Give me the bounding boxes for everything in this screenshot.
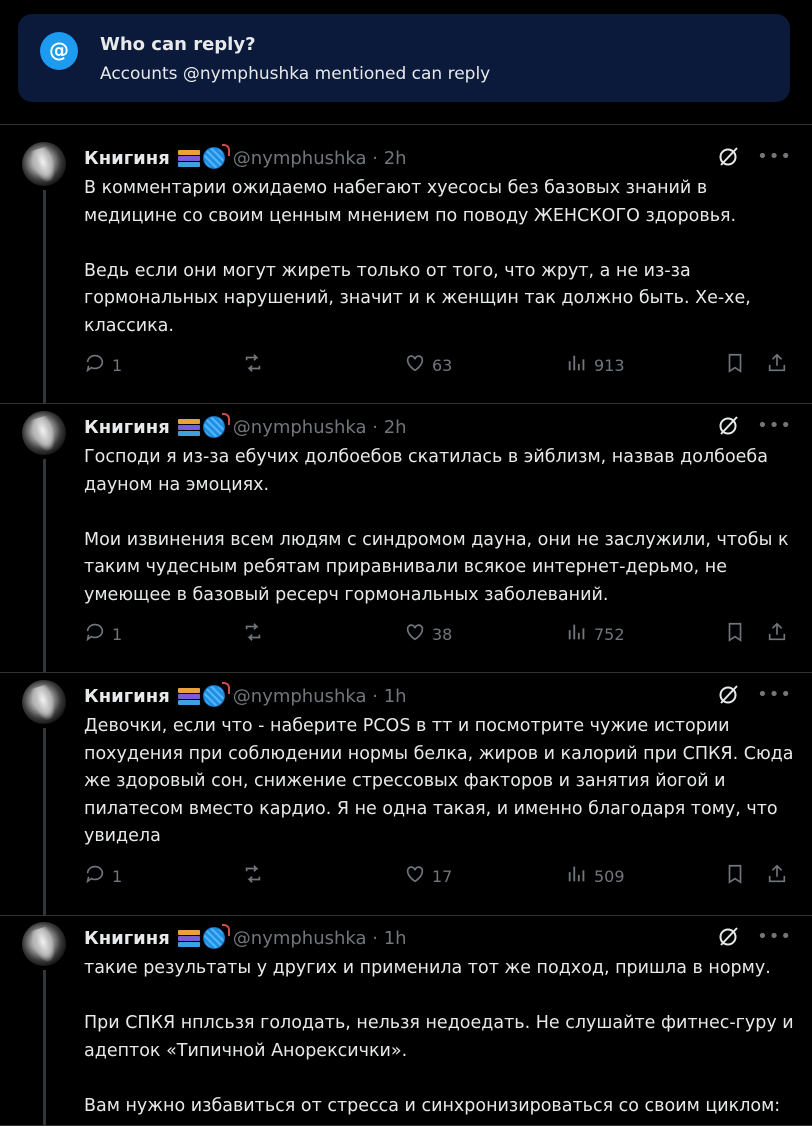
- views-button[interactable]: [566, 621, 625, 647]
- reply-icon: [84, 352, 112, 378]
- post-header: [84, 926, 407, 950]
- share-button[interactable]: [766, 621, 788, 647]
- post-paragraph: Господи я из-за ебучих долбоебов скатилась в эйблизм, назвав долбоеба дауном на эмоциях.: [84, 447, 768, 495]
- thread-line: [43, 459, 46, 673]
- bookmark-icon: [724, 621, 746, 647]
- reply-count: 1: [112, 355, 123, 375]
- handle-and-time[interactable]: @nymphushka · 2h: [232, 416, 407, 438]
- yarn-emoji-icon: [203, 416, 225, 438]
- books-emoji-icon: [177, 686, 201, 706]
- books-emoji-icon: [177, 417, 201, 437]
- share-button[interactable]: [766, 863, 788, 889]
- post-top-actions: [717, 682, 792, 706]
- repost-icon: [242, 352, 270, 378]
- heart-icon: [404, 621, 432, 647]
- post-text: [84, 444, 794, 609]
- like-count: 38: [432, 624, 453, 644]
- handle-and-time[interactable]: @nymphushka · 2h: [232, 147, 407, 169]
- banner-title: Who can reply?: [100, 34, 256, 55]
- handle-and-time[interactable]: @nymphushka · 1h: [232, 927, 407, 949]
- post-top-actions: [717, 924, 792, 948]
- author-name[interactable]: Книгиня: [84, 147, 170, 169]
- heart-icon: [404, 863, 432, 889]
- reply-count: 1: [112, 866, 123, 886]
- author-name[interactable]: Книгиня: [84, 927, 170, 949]
- who-can-reply-banner: [18, 14, 790, 102]
- action-bar: [84, 352, 794, 376]
- avatar[interactable]: [22, 922, 66, 966]
- post-divider: [0, 672, 812, 673]
- repost-button[interactable]: [242, 621, 270, 647]
- post-paragraph: Девочки, если что - наберите PCOS в тт и посмотрите чужие истории похудения при соблюдении нормы белка, жиров и калорий при СПКЯ. Сюда же здоровый сон, снижение стрессовых факторов и занятия йогой и пилатесом вместо кардио. Я не одна такая, и именно благодаря тому, что увидела: [84, 716, 794, 846]
- more-dots-icon[interactable]: •••: [757, 145, 792, 167]
- post[interactable]: [0, 411, 812, 673]
- books-emoji-icon: [177, 148, 201, 168]
- post[interactable]: [0, 922, 812, 1126]
- post-header: [84, 415, 407, 439]
- views-chart-icon: [566, 621, 594, 647]
- bookmark-icon: [724, 352, 746, 378]
- reply-button[interactable]: [84, 621, 122, 647]
- views-count: 913: [594, 355, 625, 375]
- reply-button[interactable]: [84, 863, 122, 889]
- share-button[interactable]: [766, 352, 788, 378]
- post-divider: [0, 403, 812, 404]
- reply-button[interactable]: [84, 352, 122, 378]
- grok-slash-icon[interactable]: [717, 413, 741, 437]
- like-button[interactable]: [404, 352, 452, 378]
- avatar[interactable]: [22, 411, 66, 455]
- views-button[interactable]: [566, 352, 625, 378]
- repost-icon: [242, 863, 270, 889]
- grok-slash-icon[interactable]: [717, 682, 741, 706]
- reply-icon: [84, 621, 112, 647]
- repost-button[interactable]: [242, 352, 270, 378]
- post-paragraph: Ведь если они могут жиреть только от того, что жрут, а не из-за гормональных нарушений, значит и к женщин так должно быть. Хе-хе, классика.: [84, 260, 751, 336]
- post-header: [84, 146, 407, 170]
- post-top-actions: [717, 144, 792, 168]
- post-divider: [0, 915, 812, 916]
- post-paragraph: В комментарии ожидаемо набегают хуесосы без базовых знаний в медицине со своим ценным мнением по поводу ЖЕНСКОГО здоровья.: [84, 178, 737, 226]
- more-dots-icon[interactable]: •••: [757, 414, 792, 436]
- more-dots-icon[interactable]: •••: [757, 683, 792, 705]
- post-paragraph: такие результаты у других и применила тот же подход, пришла в норму.: [84, 958, 771, 978]
- repost-button[interactable]: [242, 863, 270, 889]
- thread-line: [43, 970, 46, 1126]
- bookmark-icon: [724, 863, 746, 889]
- avatar[interactable]: [22, 680, 66, 724]
- reply-count: 1: [112, 624, 123, 644]
- divider: [0, 124, 812, 125]
- share-icon: [766, 352, 788, 378]
- bookmark-button[interactable]: [724, 863, 746, 889]
- reply-icon: [84, 863, 112, 889]
- books-emoji-icon: [177, 928, 201, 948]
- heart-icon: [404, 352, 432, 378]
- author-name[interactable]: Книгиня: [84, 685, 170, 707]
- thread-line: [43, 190, 46, 404]
- views-chart-icon: [566, 863, 594, 889]
- grok-slash-icon[interactable]: [717, 924, 741, 948]
- like-count: 63: [432, 355, 453, 375]
- handle-and-time[interactable]: @nymphushka · 1h: [232, 685, 407, 707]
- share-icon: [766, 621, 788, 647]
- bookmark-button[interactable]: [724, 352, 746, 378]
- post-top-actions: [717, 413, 792, 437]
- views-count: 752: [594, 624, 625, 644]
- post-text: [84, 955, 794, 1120]
- author-name[interactable]: Книгиня: [84, 416, 170, 438]
- banner-subtitle: Accounts @nymphushka mentioned can reply: [100, 64, 491, 84]
- action-bar: [84, 863, 794, 887]
- post[interactable]: [0, 142, 812, 404]
- like-button[interactable]: [404, 863, 452, 889]
- yarn-emoji-icon: [203, 927, 225, 949]
- views-chart-icon: [566, 352, 594, 378]
- post-paragraph: Мои извинения всем людям с синдромом дауна, они не заслужили, чтобы к таким чудесным ребятам приравнивали всякое интернет-дерьмо, не умеющее в базовый ресерч гормональных заболеваний.: [84, 529, 789, 605]
- action-bar: [84, 621, 794, 645]
- like-button[interactable]: [404, 621, 452, 647]
- share-icon: [766, 863, 788, 889]
- yarn-emoji-icon: [203, 147, 225, 169]
- post-paragraph: При СПКЯ нплсьзя голодать, нельзя недоедать. Не слушайте фитнес-гуру и адепток «Типичной Анорексички».: [84, 1013, 794, 1061]
- post-text: [84, 175, 794, 340]
- bookmark-button[interactable]: [724, 621, 746, 647]
- post-text: [84, 713, 794, 851]
- post[interactable]: [0, 680, 812, 916]
- avatar[interactable]: [22, 142, 66, 186]
- repost-icon: [242, 621, 270, 647]
- yarn-emoji-icon: [203, 685, 225, 707]
- like-count: 17: [432, 866, 453, 886]
- post-paragraph: Вам нужно избавиться от стресса и синхронизироваться со своим циклом:: [84, 1095, 781, 1116]
- more-dots-icon[interactable]: •••: [757, 925, 792, 947]
- at-sign-icon: @: [40, 32, 78, 70]
- post-header: [84, 684, 407, 708]
- grok-slash-icon[interactable]: [717, 144, 741, 168]
- thread-line: [43, 728, 46, 916]
- views-count: 509: [594, 866, 625, 886]
- views-button[interactable]: [566, 863, 625, 889]
